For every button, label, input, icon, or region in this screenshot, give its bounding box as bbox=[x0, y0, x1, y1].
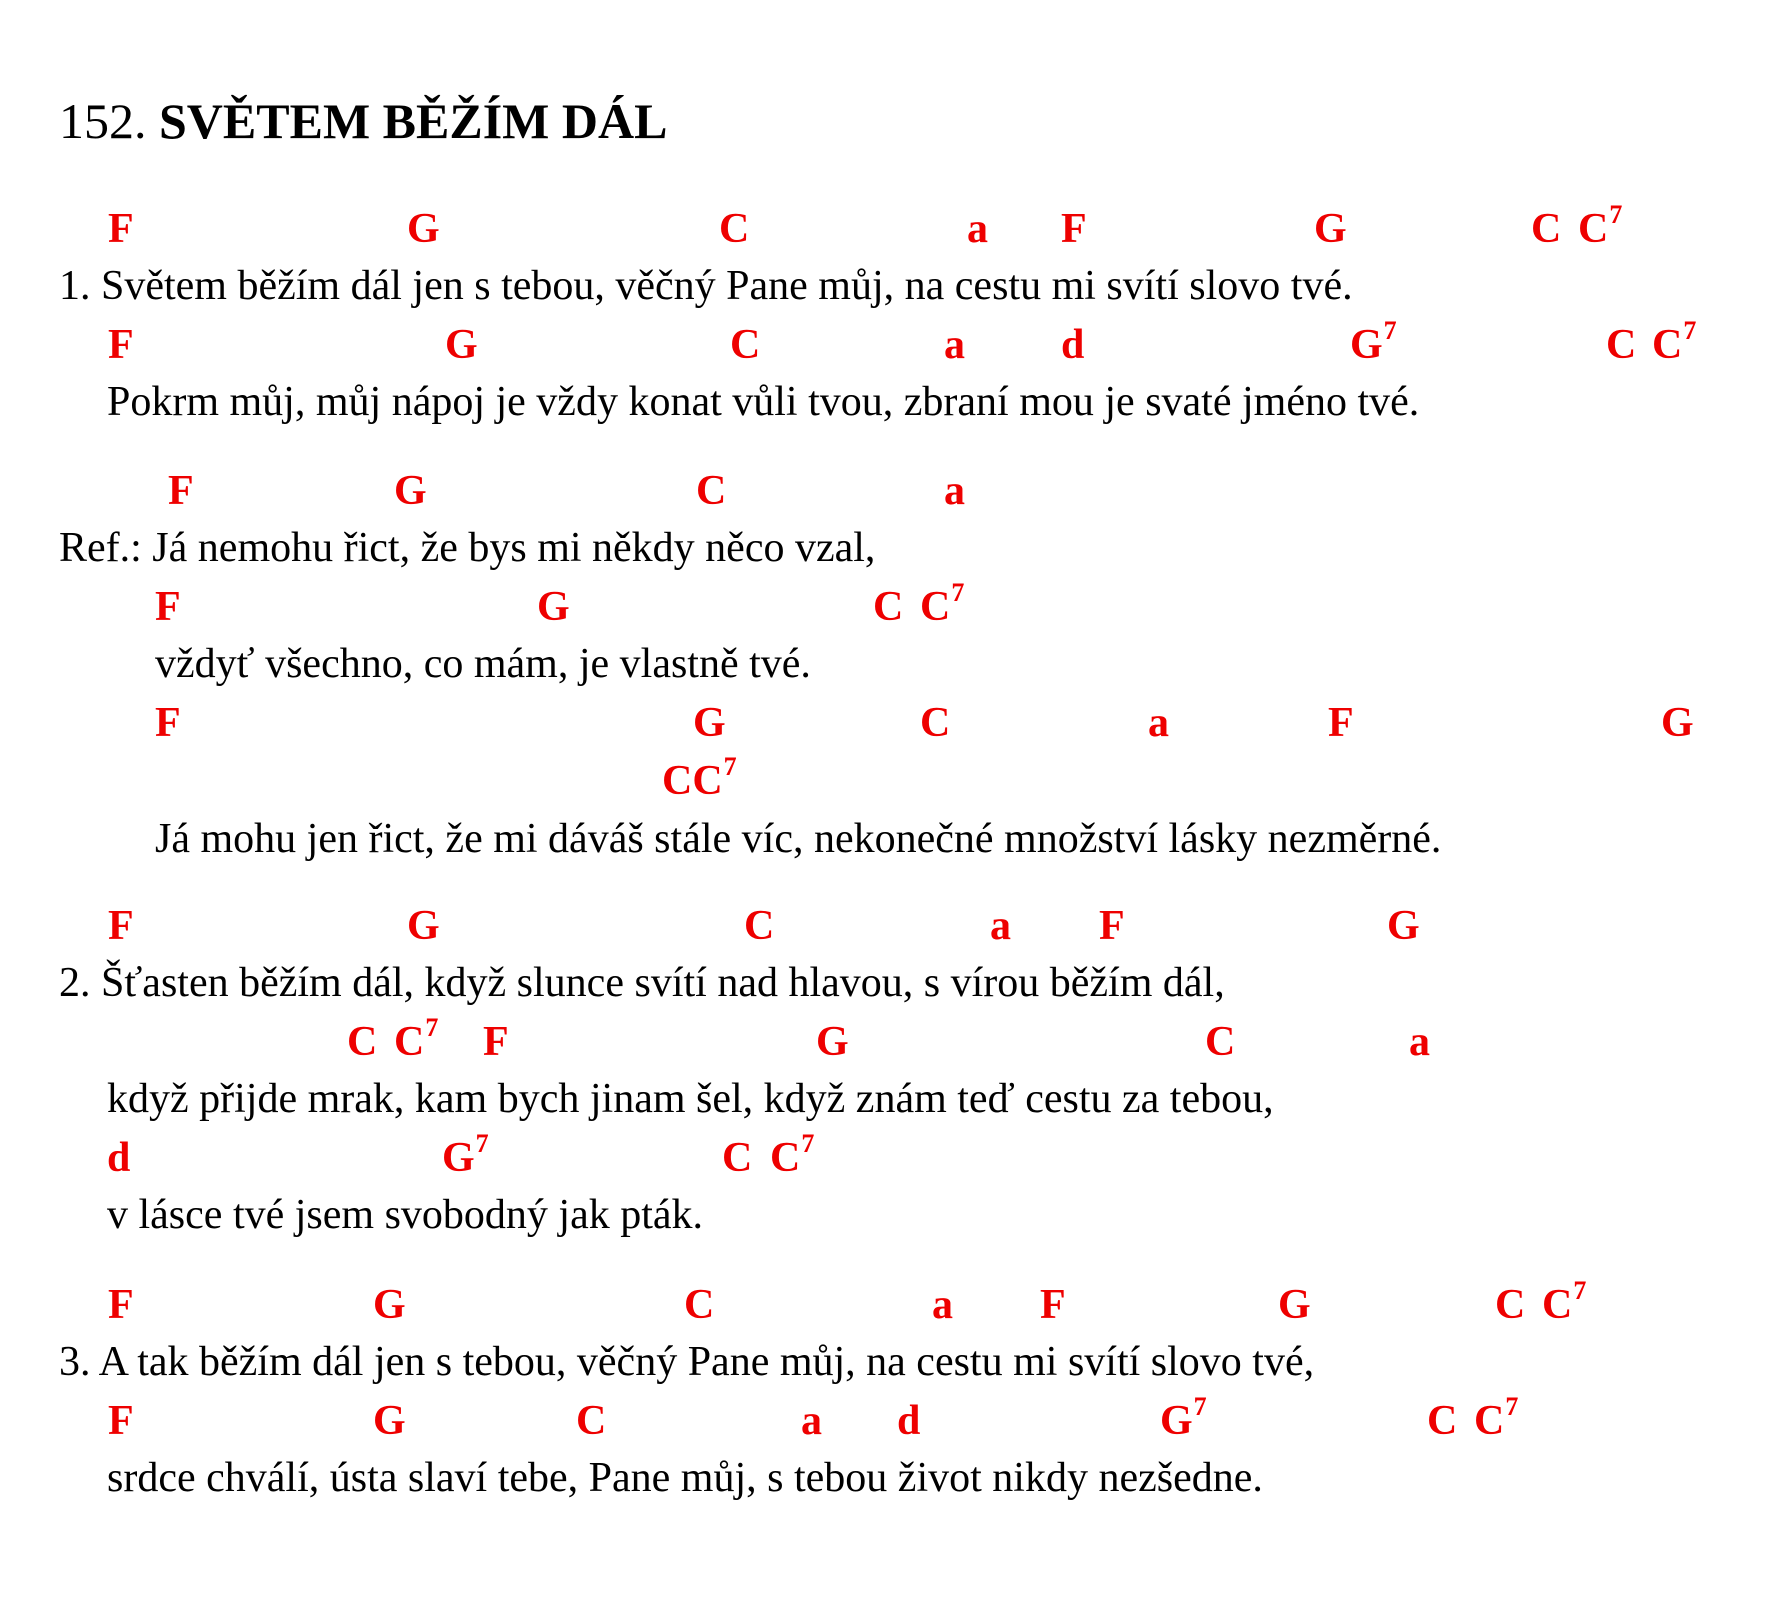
chord: C bbox=[1205, 1019, 1236, 1065]
chord: G bbox=[537, 584, 570, 630]
chord: F bbox=[1061, 206, 1087, 252]
chord: $G^7$ bbox=[1350, 316, 1397, 368]
chord: F bbox=[155, 700, 181, 746]
chord: C bbox=[873, 584, 904, 630]
chord: $C^7$ bbox=[1542, 1276, 1587, 1328]
chord: C bbox=[744, 903, 775, 949]
chord: G bbox=[394, 468, 427, 514]
lyric-line: 3. A tak běžím dál jen s tebou, věčný Pane můj, na cestu mi svítí slovo tvé, bbox=[59, 1339, 1315, 1385]
chord: G bbox=[816, 1019, 849, 1065]
chord: a bbox=[1409, 1019, 1430, 1065]
chord: C bbox=[1495, 1282, 1526, 1328]
chord: F bbox=[155, 584, 181, 630]
chord: F bbox=[108, 1398, 134, 1444]
lyric-line: 1. Světem běžím dál jen s tebou, věčný Pane můj, na cestu mi svítí slovo tvé. bbox=[59, 263, 1353, 309]
chord: $CC^7$ bbox=[662, 752, 737, 804]
chord: F bbox=[1099, 903, 1125, 949]
chord: $C^7$ bbox=[920, 578, 965, 630]
chord: a bbox=[932, 1282, 953, 1328]
chord: F bbox=[483, 1019, 509, 1065]
lyric-line: srdce chválí, ústa slaví tebe, Pane můj, s tebou život nikdy nezšedne. bbox=[107, 1455, 1263, 1501]
chord: C bbox=[1606, 322, 1637, 368]
chord: F bbox=[108, 1282, 134, 1328]
chord: G bbox=[1661, 700, 1694, 746]
chord: F bbox=[1040, 1282, 1066, 1328]
chord: a bbox=[1148, 700, 1169, 746]
chord: C bbox=[730, 322, 761, 368]
chord: G bbox=[407, 206, 440, 252]
chord: a bbox=[944, 468, 965, 514]
chord: $G^7$ bbox=[1160, 1392, 1207, 1444]
chord: G bbox=[445, 322, 478, 368]
chord: a bbox=[944, 322, 965, 368]
lyric-line: vždyť všechno, co mám, je vlastně tvé. bbox=[155, 641, 811, 687]
song-title bbox=[59, 93, 668, 149]
chord: G bbox=[1278, 1282, 1311, 1328]
chord: C bbox=[722, 1135, 753, 1181]
chord: d bbox=[107, 1135, 131, 1181]
chord: G bbox=[407, 903, 440, 949]
chord: G bbox=[373, 1398, 406, 1444]
chord: C bbox=[576, 1398, 607, 1444]
chord: F bbox=[108, 206, 134, 252]
chord: a bbox=[967, 206, 988, 252]
chord: F bbox=[1328, 700, 1354, 746]
chord: C bbox=[347, 1019, 378, 1065]
chord: C bbox=[1427, 1398, 1458, 1444]
chord: G bbox=[693, 700, 726, 746]
chord: G bbox=[1314, 206, 1347, 252]
chord: a bbox=[801, 1398, 822, 1444]
chord: $C^7$ bbox=[1652, 316, 1697, 368]
chord: C bbox=[719, 206, 750, 252]
chord: C bbox=[696, 468, 727, 514]
chord: a bbox=[990, 903, 1011, 949]
chord: G bbox=[373, 1282, 406, 1328]
chord: d bbox=[1061, 322, 1085, 368]
song-name: SVĚTEM BĚŽÍM DÁL bbox=[159, 93, 668, 149]
chord: C bbox=[684, 1282, 715, 1328]
chord: $C^7$ bbox=[1578, 200, 1623, 252]
chord: C bbox=[1531, 206, 1562, 252]
chord: $G^7$ bbox=[442, 1129, 489, 1181]
lyric-line: 2. Šťasten běžím dál, když slunce svítí nad hlavou, s vírou běžím dál, bbox=[59, 960, 1225, 1006]
chord: $C^7$ bbox=[770, 1129, 815, 1181]
lyric-line: Ref.: Já nemohu řict, že bys mi někdy něco vzal, bbox=[59, 525, 876, 571]
chord: F bbox=[168, 468, 194, 514]
chord: C bbox=[920, 700, 951, 746]
lyric-line: když přijde mrak, kam bych jinam šel, když znám teď cestu za tebou, bbox=[107, 1076, 1274, 1122]
chord: F bbox=[108, 322, 134, 368]
chord: F bbox=[108, 903, 134, 949]
chord: G bbox=[1387, 903, 1420, 949]
lyric-line: Pokrm můj, můj nápoj je vždy konat vůli tvou, zbraní mou je svaté jméno tvé. bbox=[107, 379, 1420, 425]
chord: $C^7$ bbox=[1474, 1392, 1519, 1444]
chord: $C^7$ bbox=[394, 1013, 439, 1065]
song-number: 152. bbox=[59, 93, 147, 149]
lyric-line: v lásce tvé jsem svobodný jak pták. bbox=[107, 1192, 704, 1238]
chord: d bbox=[897, 1398, 921, 1444]
lyric-line: Já mohu jen řict, že mi dáváš stále víc, nekonečné množství lásky nezměrné. bbox=[155, 816, 1442, 862]
